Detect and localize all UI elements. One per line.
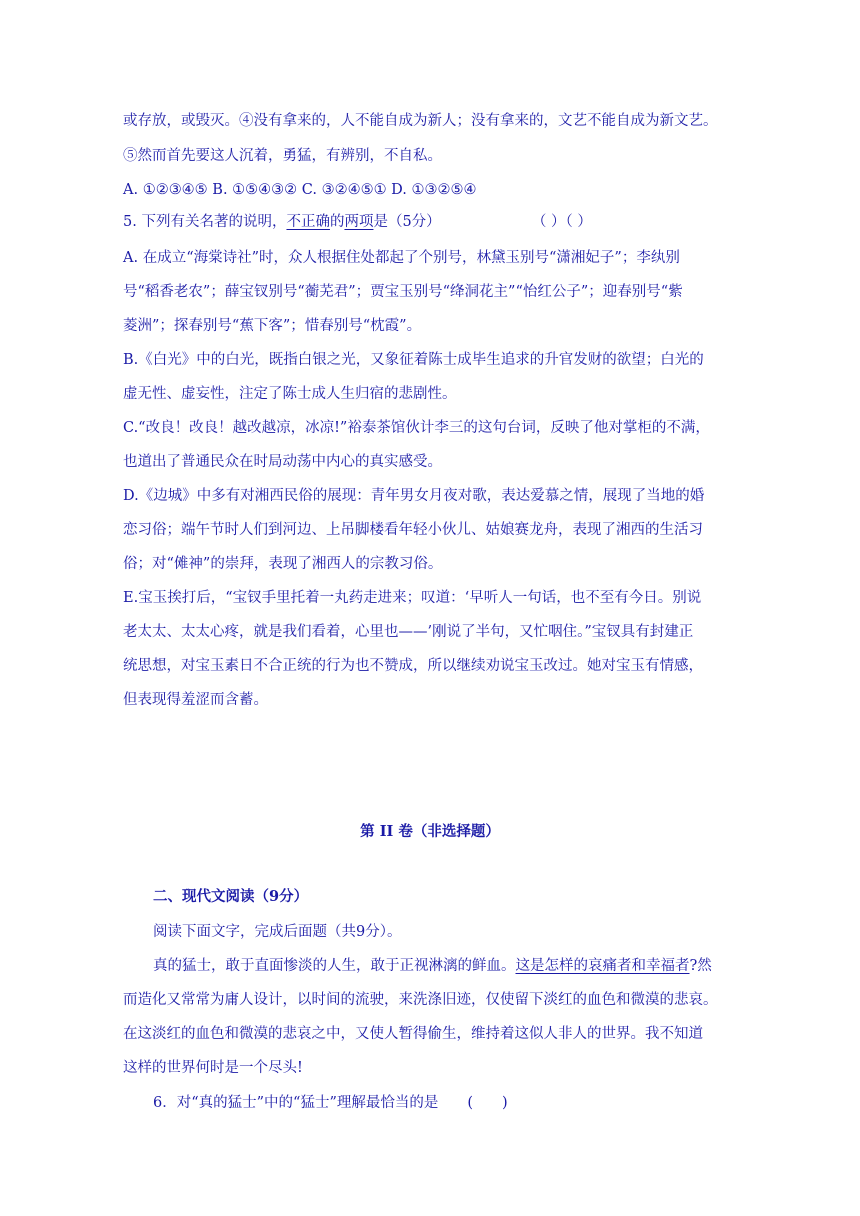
passage-line-1-text: 真的猛士，敢于直面惨淡的人生，敢于正视淋漓的鲜血。: [153, 958, 516, 974]
q5-option-e-line-4: 但表现得羞涩而含蓄。: [123, 692, 268, 708]
q5-option-e-line-3: 统思想，对宝玉素日不合正统的行为也不赞成，所以继续劝说宝玉改过。她对宝玉有情感，: [123, 658, 703, 674]
q6-stem: 6．对“真的猛士”中的“猛士”理解最恰当的是 ( ): [153, 1095, 508, 1111]
q5-stem-mid: 的: [329, 214, 345, 230]
q5-option-b-line-1: B.《白光》中的白光，既指白银之光，又象征着陈士成毕生追求的升官发财的欲望；白光的: [123, 352, 704, 368]
q5-answer-blanks: （ ）（ ）: [531, 214, 592, 230]
q5-option-e-line-2: 老太太、太太心疼，就是我们看着，心里也——’刚说了半句，又忙咽住。”宝钗具有封建正: [123, 624, 694, 640]
passage-line-1-end: ?然: [689, 958, 712, 974]
q5-option-d-line-3: 俗；对“傩神”的崇拜，表现了湘西人的宗教习俗。: [123, 556, 443, 572]
q5-stem-suffix: 是（5分）: [373, 214, 441, 230]
q5-option-a-line-3: 菱洲”；探春别号“蕉下客”；惜春别号“枕霞”。: [123, 318, 422, 334]
q5-option-b-line-2: 虚无性、虚妄性，注定了陈士成人生归宿的悲剧性。: [123, 386, 457, 402]
q5-stem-emph-incorrect: 不正确: [286, 214, 330, 230]
q4-options: A. ①②③④⑤ B. ①⑤④③② C. ③②④⑤① D. ①③②⑤④: [123, 182, 477, 198]
q5-stem: [123, 212, 592, 232]
passage-line-1: [153, 956, 712, 976]
passage-line-4: 这样的世界何时是一个尽头!: [123, 1060, 303, 1076]
passage-line-2: 而造化又常常为庸人设计，以时间的流驶，来洗涤旧迹，仅使留下淡红的血色和微漠的悲哀。: [123, 992, 718, 1008]
q5-option-c-line-1: C.“改良！改良！越改越凉，冰凉!”裕泰茶馆伙计李三的这句台词，反映了他对掌柜的不满，: [123, 420, 710, 436]
q5-option-c-line-2: 也道出了普通民众在时局动荡中内心的真实感受。: [123, 454, 442, 470]
q4-text-line-1: 或存放，或毁灭。④没有拿来的，人不能自成为新人；没有拿来的，文艺不能自成为新文艺。: [123, 113, 718, 129]
section-2-heading: 二、现代文阅读（9分）: [153, 888, 309, 905]
q5-option-a-line-2: 号“稻香老农”；薛宝钗别号“蘅芜君”；贾宝玉别号“绛洞花主”“怡红公子”；迎春别号“紫: [123, 284, 683, 300]
q4-text-line-2: ⑤然而首先要这人沉着，勇猛，有辨别，不自私。: [123, 148, 442, 164]
q5-stem-prefix: 5. 下列有关名著的说明，: [123, 214, 287, 230]
passage-line-3: 在这淡红的血色和微漠的悲哀之中，又使人暂得偷生，维持着这似人非人的世界。我不知道: [123, 1026, 703, 1042]
q5-option-d-line-2: 恋习俗；端午节时人们到河边、上吊脚楼看年轻小伙儿、姑娘赛龙舟，表现了湘西的生活习: [123, 522, 703, 538]
q5-option-e-line-1: E.宝玉挨打后，“宝钗手里托着一丸药走进来；叹道：‘早听人一句话，也不至有今日。别说: [123, 590, 702, 606]
q5-stem-emph-two: 两项: [344, 214, 374, 230]
q5-option-d-line-1: D.《边城》中多有对湘西民俗的展现：青年男女月夜对歌，表达爱慕之情，展现了当地的婚: [123, 488, 705, 504]
section-2-instruction: 阅读下面文字，完成后面题（共9分）。: [153, 924, 402, 940]
q5-option-a-line-1: A. 在成立“海棠诗社”时，众人根据住处都起了个别号，林黛玉别号“潇湘妃子”；李纨别: [123, 250, 680, 266]
passage-underlined-phrase: 这是怎样的哀痛者和幸福者: [515, 958, 690, 974]
volume-2-title: 第 II 卷（非选择题）: [360, 823, 500, 840]
